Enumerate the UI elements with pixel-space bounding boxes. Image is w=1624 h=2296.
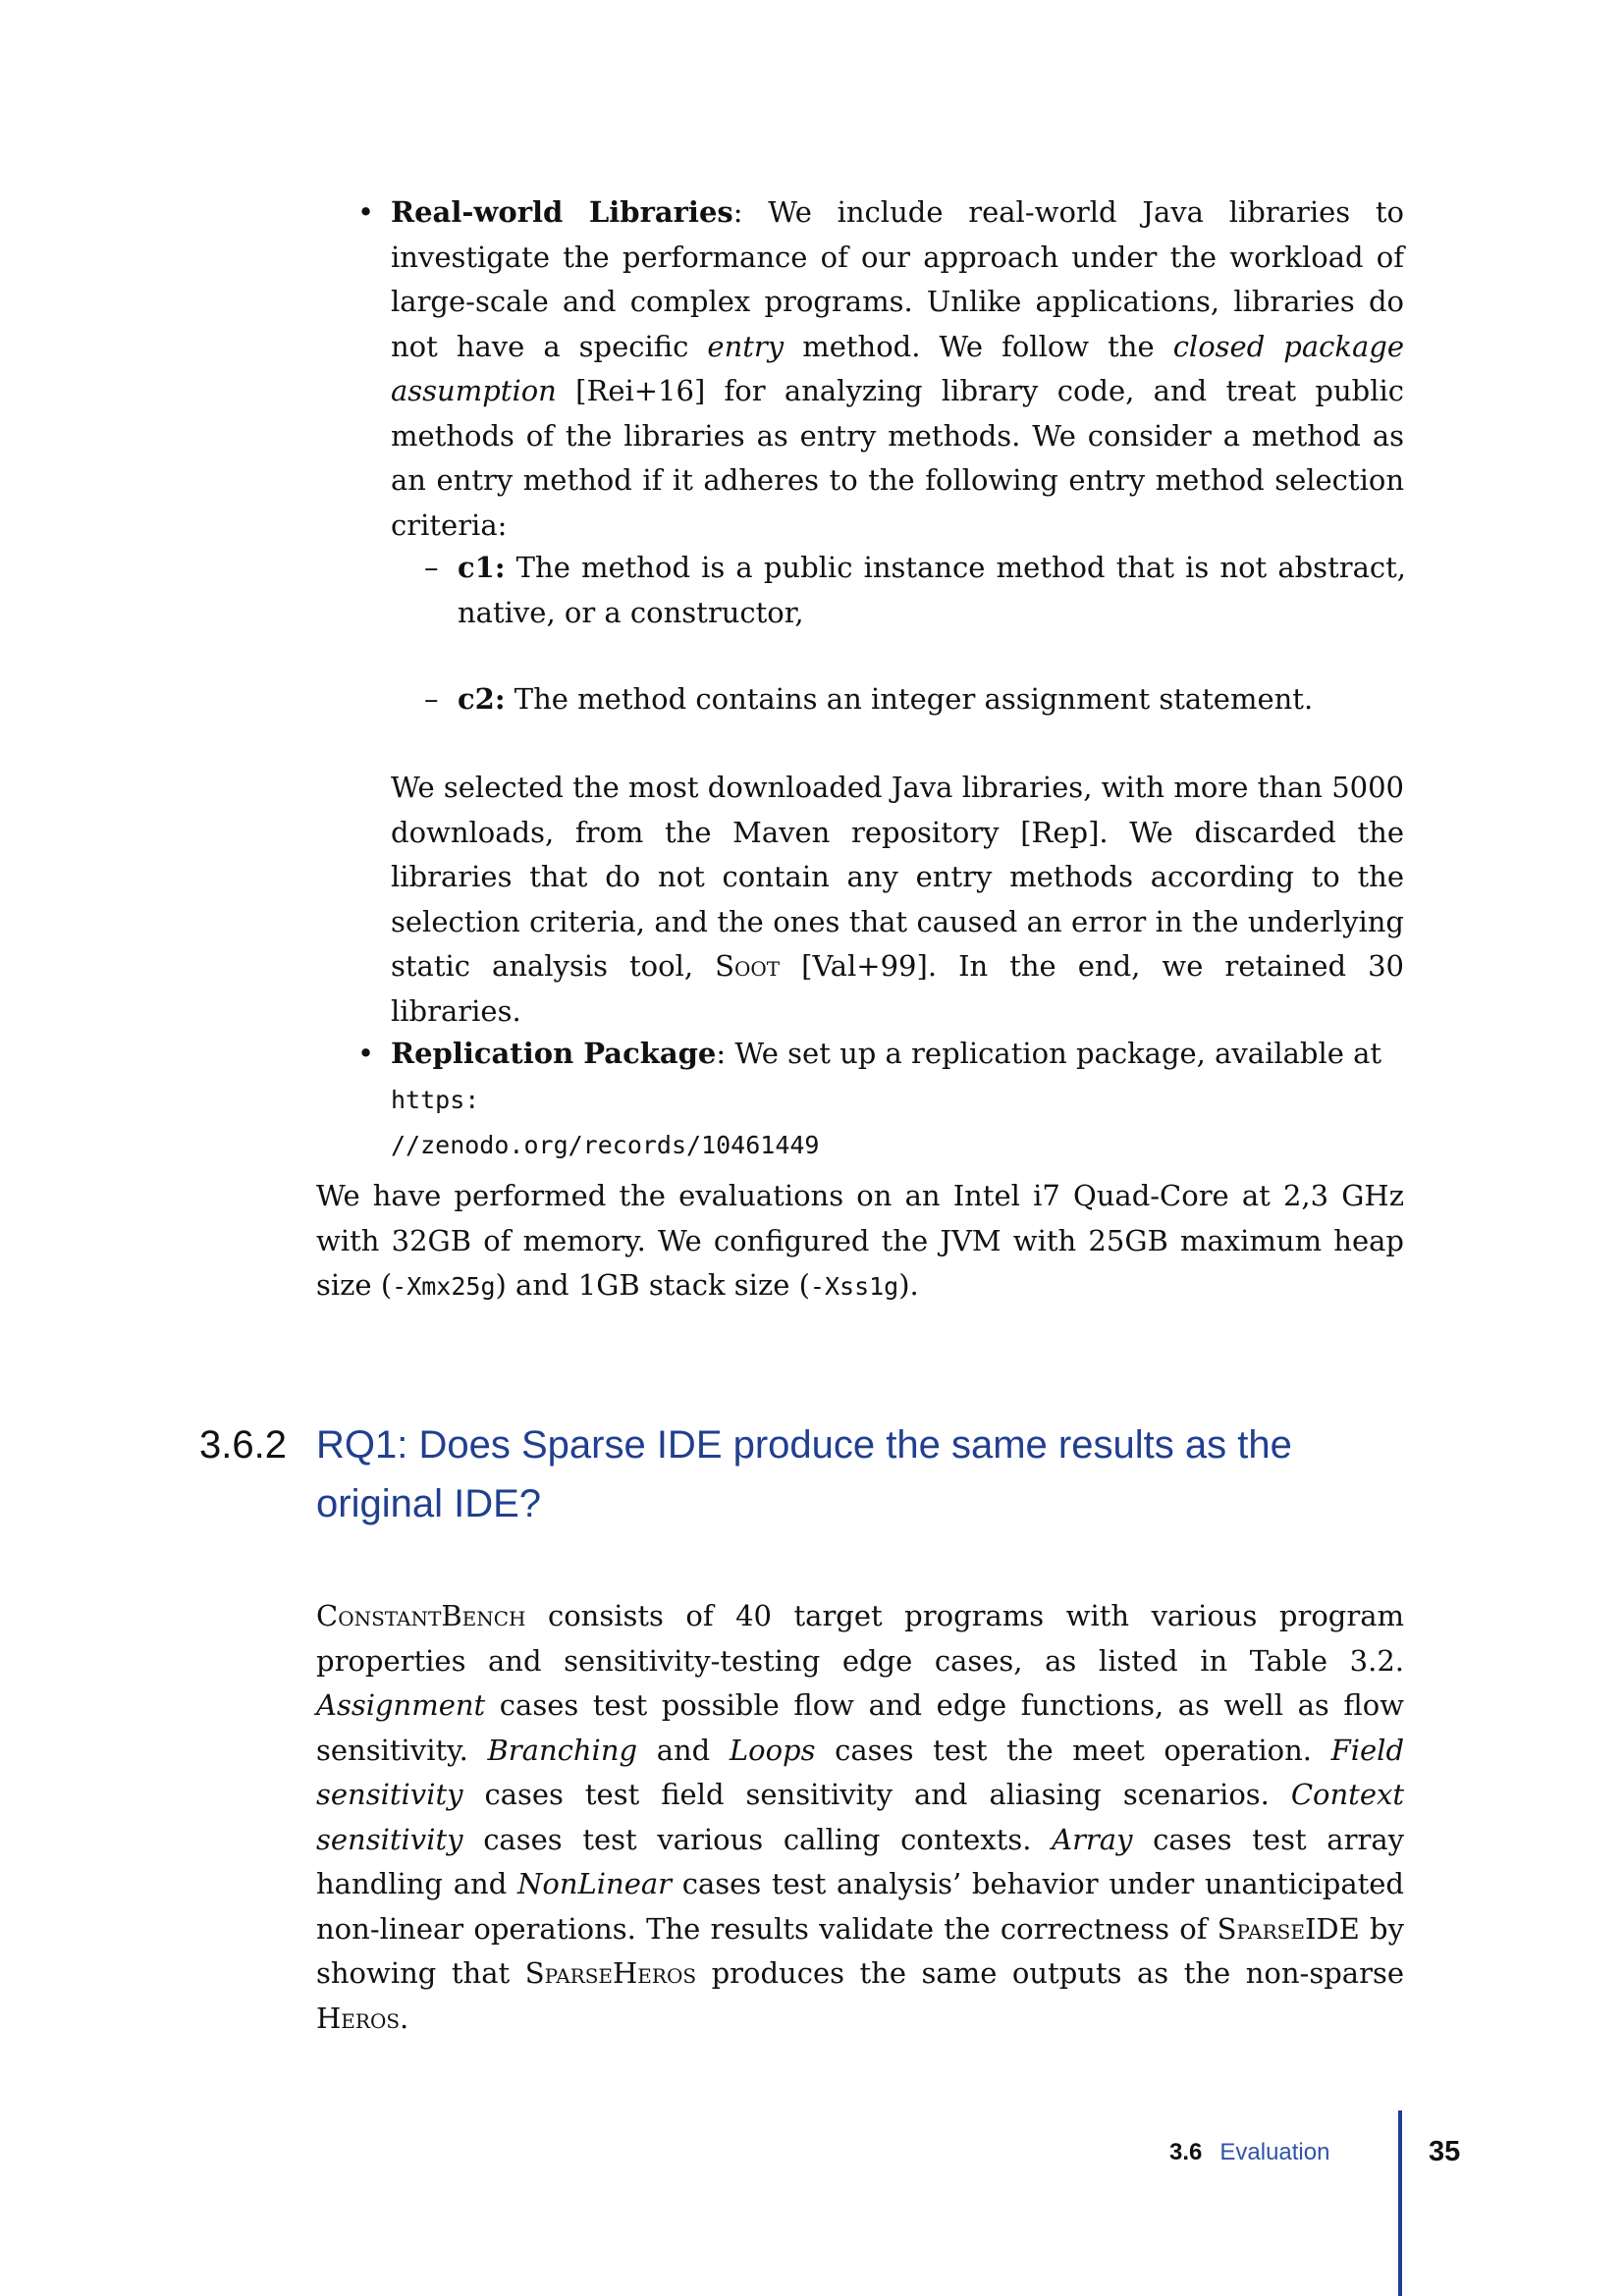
replication-url-cont[interactable]: //zenodo.org/records/10461449 [391,1131,820,1159]
dash-marker: – [424,682,439,716]
bullet-marker: • [357,195,375,229]
xmx-flag: -Xmx25g [392,1272,496,1301]
soot-tool-name: Soot [715,949,781,983]
dash-marker: – [424,551,439,584]
page-number: 35 [1429,2136,1461,2167]
replication-title: Replication Package [391,1037,717,1070]
hardware-paragraph: We have performed the evaluations on an Intel i7 Quad-Core at 2,3 GHz with 32GB of memory. We configured the JVM with 25GB maximum heap size (-Xmx25g) and 1GB stack size (-Xss1g). [316,1179,1404,1302]
footer-section-title: Evaluation [1219,2139,1330,2165]
running-footer [1169,2138,1329,2167]
rq1-paragraph: ConstantBench consists of 40 target programs with various program properties and sensitivity-testing edge cases, as listed in Table 3.2. Assignment cases test possible flow and edge functions, as well as flow sensitivity. Branching and Loops cases test the meet operation. Field sensitivity cases test field sensitivity and aliasing scenarios. Context sensitivity cases test various calling contexts. Array cases test array handling and NonLinear cases test analysis’ behavior under unanticipated non-linear operations. The results validate the correctness of SparseIDE by showing that SparseHeros produces the same outputs as the non-sparse Heros. [316,1599,1405,2035]
libraries-title: Real-world Libraries [391,195,733,229]
libraries-paragraph: Real-world Libraries: We include real-world Java libraries to investigate the performance of our approach under the workload of large-scale and complex programs. Unlike applications, libraries do not have a specific entry method. We follow the closed package assumption [Rei+16] for analyzing library code, and treat public methods of the libraries as entry methods. We consider a method as an entry method if it adheres to the following entry method selection criteria: [391,195,1404,542]
section-number: 3.6.2 [199,1423,287,1467]
replication-paragraph: Replication Package: We set up a replication package, available at https: //zenodo.org/records/10461449 [391,1037,1382,1159]
libraries-followup-paragraph: We selected the most downloaded Java libraries, with more than 5000 downloads, from the Maven repository [Rep]. We discarded the libraries that do not contain any entry methods according to the selection criteria, and the ones that caused an error in the underlying static analysis tool, Soot [Val+99]. In the end, we retained 30 libraries. [391,771,1404,1028]
xss-flag: -Xss1g [809,1272,899,1301]
footer-vertical-rule [1398,2110,1402,2296]
bullet-marker: • [357,1037,375,1070]
section-title: RQ1: Does Sparse IDE produce the same results as the original IDE? [316,1423,1292,1525]
replication-url[interactable]: https: [391,1085,480,1114]
criterion-c1: c1: The method is a public instance method that is not abstract, native, or a constructor, [458,551,1406,629]
criterion-c2: c2: The method contains an integer assignment statement. [458,682,1314,716]
footer-section-number: 3.6 [1169,2139,1203,2165]
